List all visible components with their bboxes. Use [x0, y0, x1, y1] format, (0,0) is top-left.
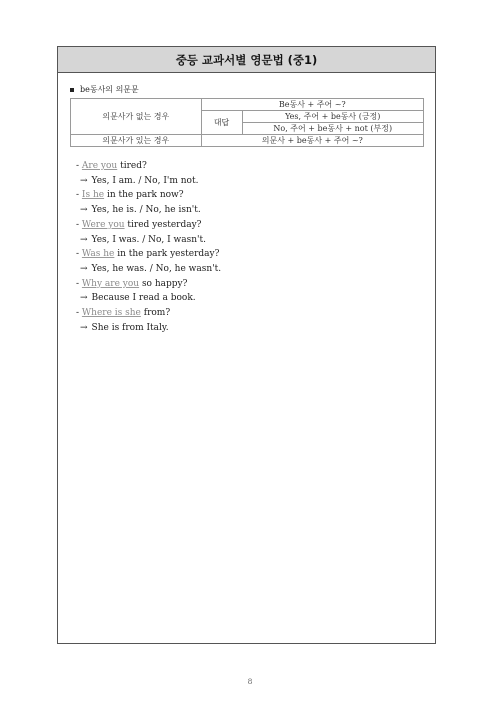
table-cell-answer-positive: Yes, 주어 + be동사 (긍정) — [242, 111, 424, 123]
answer-text: Because I read a book. — [91, 293, 196, 304]
page-number: 8 — [247, 677, 253, 686]
example-question: - Are you tired? — [76, 161, 147, 171]
example-answer — [76, 291, 221, 306]
answer-text: Yes, he is. / No, he isn't. — [91, 205, 201, 216]
section-heading-text: be동사의 의문문 — [80, 85, 139, 94]
example-answer — [76, 233, 221, 248]
question-head: Why are you — [81, 278, 140, 289]
arrow-icon: → — [80, 175, 88, 186]
arrow-icon: → — [80, 293, 88, 304]
table-cell-no-wh: 의문사가 없는 경우 — [71, 99, 202, 135]
example-list — [76, 159, 221, 335]
square-bullet-icon — [70, 88, 74, 92]
table-cell-wh-form: 의문사 + be동사 + 주어 ~? — [201, 135, 423, 147]
question-head: Was he — [81, 249, 115, 260]
example-question: - Is he in the park now? — [76, 190, 184, 201]
example-question: - Were you tired yesterday? — [76, 219, 202, 230]
table-cell-answer-negative: No, 주어 + be동사 + not (부정) — [242, 123, 424, 135]
arrow-icon: → — [80, 263, 88, 274]
example-answer — [76, 203, 221, 218]
answer-text: Yes, I was. / No, I wasn't. — [91, 234, 206, 245]
question-rest: tired? — [117, 161, 147, 171]
example-answer — [76, 174, 221, 189]
page-frame — [57, 46, 436, 644]
question-rest: so happy? — [139, 278, 188, 289]
arrow-icon: → — [80, 205, 88, 216]
table-cell-with-wh: 의문사가 있는 경우 — [71, 135, 202, 147]
page-title: 중등 교과서별 영문법 (중1) — [58, 47, 435, 73]
example-question: - Was he in the park yesterday? — [76, 249, 220, 260]
answer-text: She is from Italy. — [91, 322, 169, 333]
question-head: Are you — [81, 161, 118, 171]
table-cell-answer-label: 대답 — [201, 111, 242, 135]
table-row — [71, 99, 424, 111]
arrow-icon: → — [80, 322, 88, 333]
question-rest: in the park now? — [104, 190, 184, 201]
table-cell-question-form: Be동사 + 주어 ~? — [201, 99, 423, 111]
question-head: Were you — [81, 219, 125, 230]
question-rest: from? — [140, 308, 171, 319]
question-rest: tired yesterday? — [124, 219, 202, 230]
arrow-icon: → — [80, 234, 88, 245]
question-head: Is he — [81, 190, 105, 201]
example-answer — [76, 321, 221, 336]
example-answer — [76, 262, 221, 277]
answer-text: Yes, I am. / No, I'm not. — [91, 175, 199, 186]
grammar-table — [70, 98, 424, 147]
example-question: - Where is she from? — [76, 308, 171, 319]
table-row — [71, 135, 424, 147]
question-head: Where is she — [81, 308, 141, 319]
answer-text: Yes, he was. / No, he wasn't. — [91, 263, 222, 274]
example-question: - Why are you so happy? — [76, 278, 188, 289]
question-rest: in the park yesterday? — [114, 249, 220, 260]
section-heading — [70, 84, 139, 95]
